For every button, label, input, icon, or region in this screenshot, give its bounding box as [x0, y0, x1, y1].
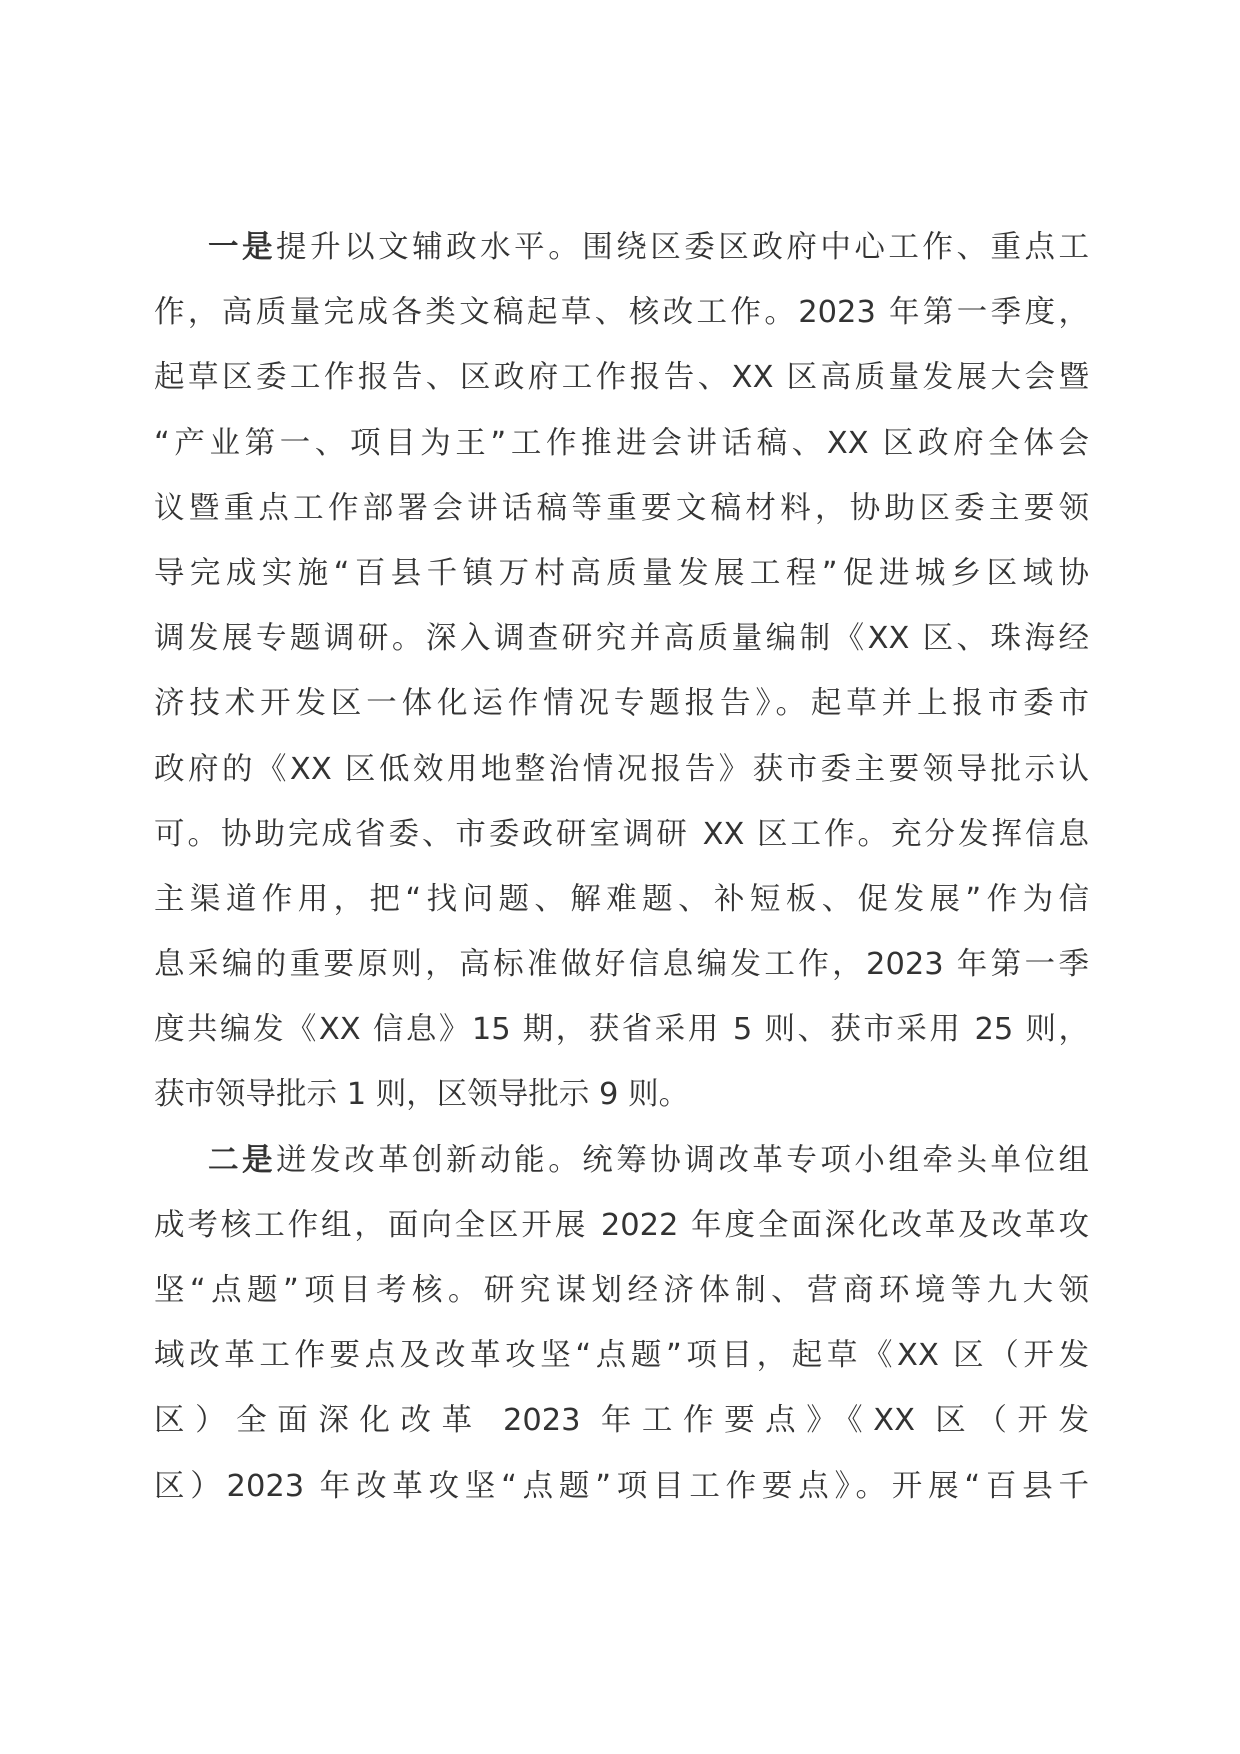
text-line: 政府的《XX 区低效用地整治情况报告》获市委主要领导批示认 [154, 751, 1089, 787]
text-line: 获市领导批示 1 则，区领导批示 9 则。 [154, 1077, 690, 1113]
line-text: 迸发改革创新动能。统筹协调改革专项小组牵头单位组 [276, 1142, 1090, 1178]
paragraph-lead: 一是 [208, 230, 277, 265]
text-line: 济技术开发区一体化运作情况专题报告》。起草并上报市委市 [154, 686, 1089, 722]
text-line: 调发展专题调研。深入调查研究并高质量编制《XX 区、珠海经 [154, 621, 1089, 657]
text-line: 度共编发《XX 信息》15 期，获省采用 5 则、获市采用 25 则， [154, 1012, 1089, 1048]
text-line: 息采编的重要原则，高标准做好信息编发工作，2023 年第一季 [154, 947, 1089, 983]
text-line [154, 215, 1089, 280]
text-line: “产业第一、项目为王”工作推进会讲话稿、XX 区政府全体会 [154, 425, 1089, 461]
paragraph-lead: 二是 [208, 1142, 277, 1178]
line-text: 提升以文辅政水平。围绕区委区政府中心工作、重点工 [276, 230, 1090, 265]
text-line: 域改革工作要点及改革攻坚“点题”项目，起草《XX 区（开发 [154, 1338, 1089, 1374]
text-line: 可。协助完成省委、市委政研室调研 XX 区工作。充分发挥信息 [154, 816, 1089, 852]
text-line: 成考核工作组，面向全区开展 2022 年度全面深化改革及改革攻 [154, 1207, 1089, 1243]
text-line: 起草区委工作报告、区政府工作报告、XX 区高质量发展大会暨 [154, 360, 1089, 396]
text-line [154, 1128, 1089, 1193]
paragraph-1 [154, 215, 1089, 1128]
text-line: 作，高质量完成各类文稿起草、核改工作。2023 年第一季度， [154, 295, 1089, 331]
paragraph-2 [154, 1128, 1089, 1519]
text-line: 区）2023 年改革攻坚“点题”项目工作要点》。开展“百县千 [154, 1468, 1089, 1504]
text-line: 区）全面深化改革 2023 年工作要点》《XX 区（开发 [154, 1403, 1089, 1439]
text-line: 导完成实施“百县千镇万村高质量发展工程”促进城乡区域协 [154, 555, 1089, 591]
text-line: 坚“点题”项目考核。研究谋划经济体制、营商环境等九大领 [154, 1273, 1089, 1308]
text-line: 议暨重点工作部署会讲话稿等重要文稿材料，协助区委主要领 [154, 490, 1089, 526]
document-page [154, 215, 1089, 1519]
text-line: 主渠道作用，把“找问题、解难题、补短板、促发展”作为信 [154, 881, 1089, 917]
